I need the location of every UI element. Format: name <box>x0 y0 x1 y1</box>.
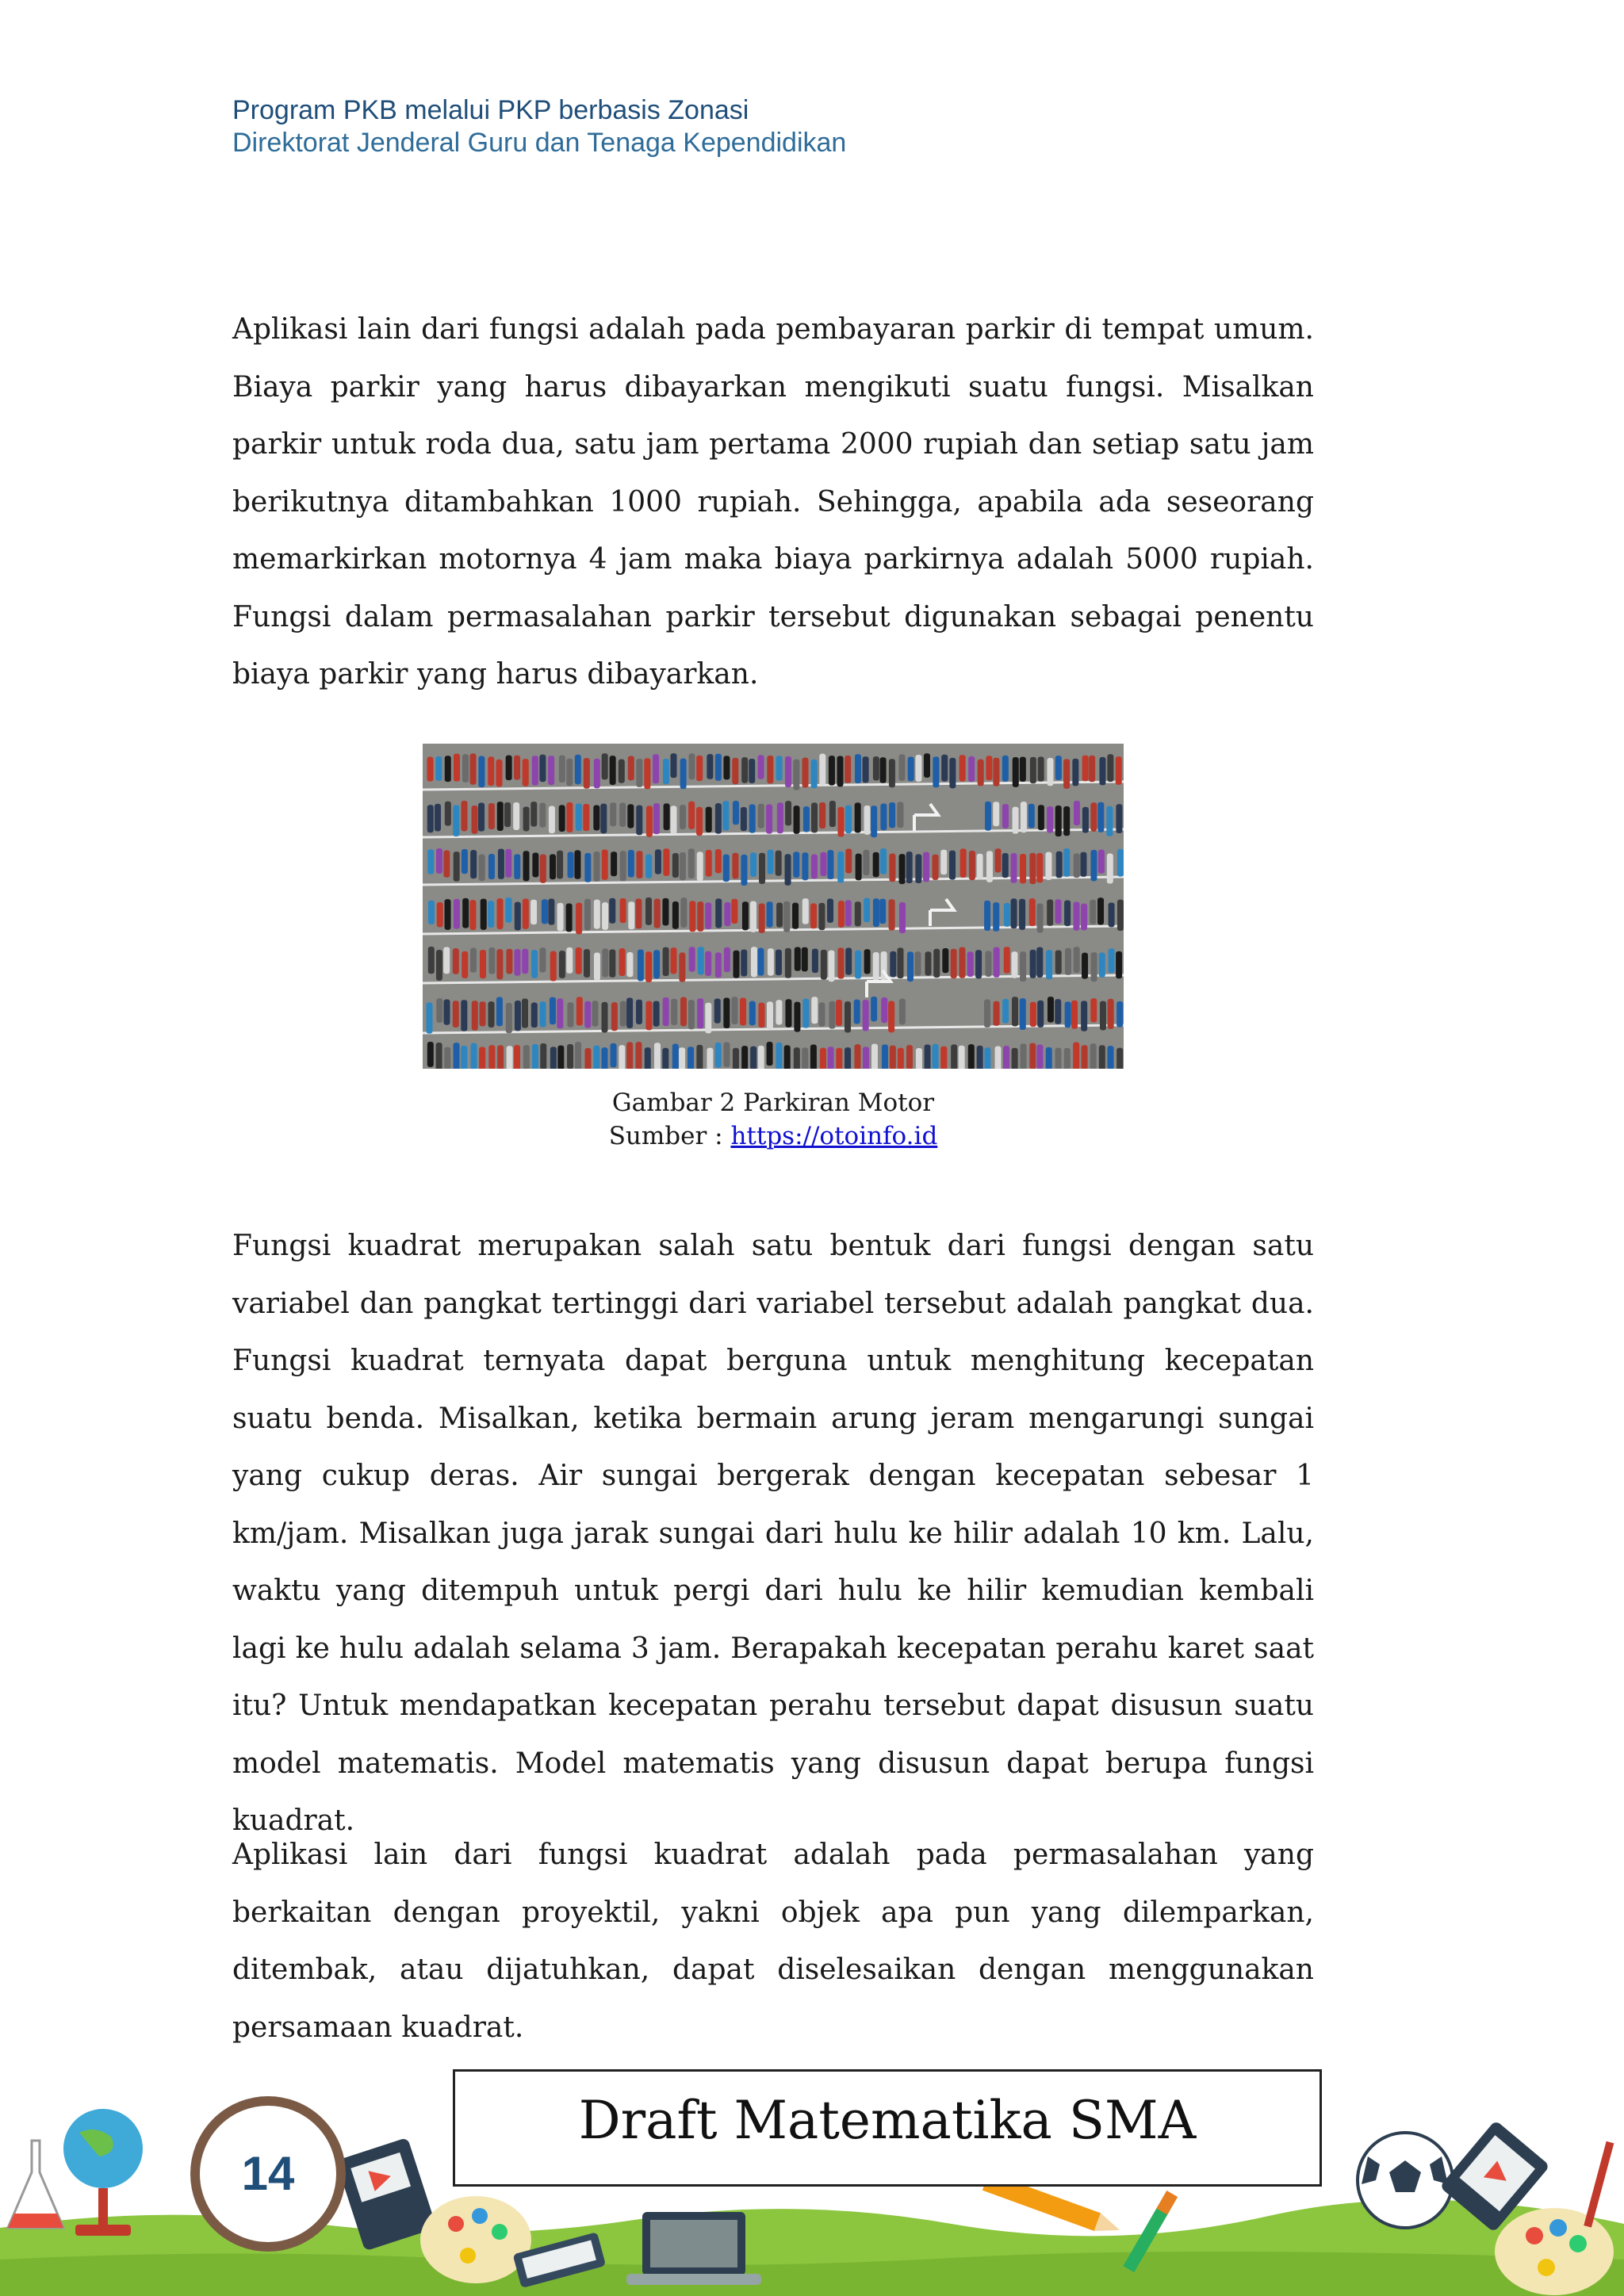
palette-icon <box>420 2196 531 2283</box>
source-link[interactable]: https://otoinfo.id <box>730 1122 938 1150</box>
paragraph-parking: Aplikasi lain dari fungsi adalah pada pembayaran parkir di tempat umum. Biaya parkir yang harus dibayarkan mengikuti suatu fungsi. Misalkan parkir untuk roda dua, satu jam pertama 2000 rupiah dan setiap satu jam berikutnya ditambahkan 1000 rupiah. Sehingga, apabila ada seseorang memarkirkan motornya 4 jam maka biaya parkirnya adalah 5000 rupiah. Fungsi dalam permasalahan parkir tersebut digunakan sebagai penentu biaya parkir yang harus dibayarkan. <box>232 313 1314 691</box>
footer-title-box: Draft Matematika SMA <box>453 2069 1322 2187</box>
source-label: Sumber : <box>608 1122 731 1150</box>
page-header <box>232 94 846 159</box>
flask-icon <box>8 2141 63 2228</box>
soccer-ball-icon <box>1358 2133 1453 2228</box>
paragraph-quadratic: Fungsi kuadrat merupakan salah satu bentuk dari fungsi dengan satu variabel dan pangkat tertinggi dari variabel tersebut adalah pangkat dua. Fungsi kuadrat ternyata dapat berguna untuk menghitung kecepatan suatu benda. Misalkan, ketika bermain arung jeram mengarungi sungai yang cukup deras. Air sungai bergerak dengan kecepatan sebesar 1 km/jam. Misalkan juga jarak sungai dari hulu ke hilir adalah 10 km. Lalu, waktu yang ditempuh untuk pergi dari hulu ke hilir kemudian kembali lagi ke hulu adalah selama 3 jam. Berapakah kecepatan perahu karet saat itu? Untuk mendapatkan kecepatan perahu tersebut dapat disusun suatu model matematis. Model matematis yang disusun dapat berupa fungsi kuadrat. <box>232 1230 1314 1837</box>
paragraph-projectile: Aplikasi lain dari fungsi kuadrat adalah pada permasalahan yang berkaitan dengan proyektil, yakni objek apa pun yang dilemparkan, ditembak, atau dijatuhkan, dapat diselesaikan dengan menggunakan persamaan kuadrat. <box>232 1839 1314 2044</box>
caption-title: Gambar 2 Parkiran Motor <box>611 1089 935 1117</box>
page-number-badge: 14 <box>190 2096 346 2252</box>
parking-photo <box>423 744 1124 1069</box>
caption-source <box>232 1119 1314 1153</box>
header-title: Program PKB melalui PKP berbasis Zonasi <box>232 95 749 125</box>
laptop-icon <box>626 2212 761 2285</box>
motorcycle-parking-image <box>423 744 1124 1069</box>
header-subtitle: Direktorat Jenderal Guru dan Tenaga Kependidikan <box>232 128 847 158</box>
figure-caption <box>232 1086 1314 1153</box>
